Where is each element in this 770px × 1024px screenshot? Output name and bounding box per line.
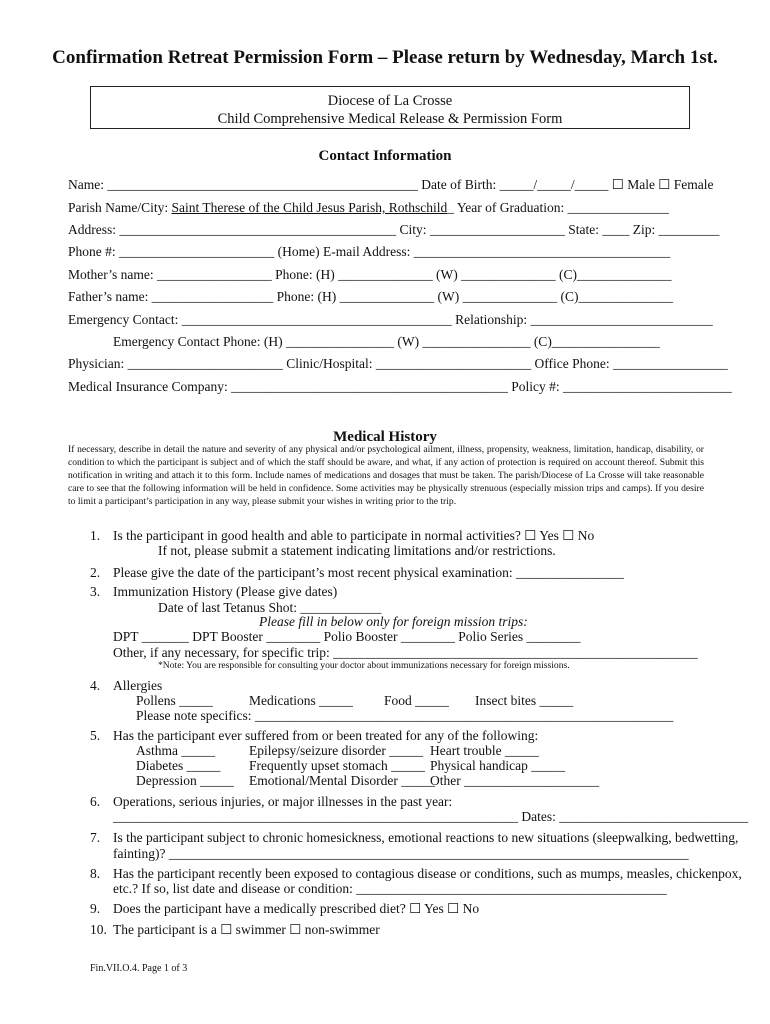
condition-epilepsy[interactable]: Epilepsy/seizure disorder _____: [249, 743, 423, 758]
allergy-insect-bites[interactable]: Insect bites _____: [475, 693, 574, 708]
address-row[interactable]: Address: _________________________________________ City: ____________________ State: ____ Zip: _________: [68, 222, 720, 237]
dpt-row[interactable]: DPT _______ DPT Booster ________ Polio Booster ________ Polio Series ________: [113, 629, 581, 644]
q2-text[interactable]: Please give the date of the participant’s most recent physical examination: ________________: [113, 565, 624, 580]
q9-text[interactable]: Does the participant have a medically prescribed diet? ☐ Yes ☐ No: [113, 901, 480, 916]
allergy-specifics[interactable]: Please note specifics: ______________________________________________________________: [136, 708, 674, 723]
q4-number: 4.: [90, 678, 101, 693]
condition-depression[interactable]: Depression _____: [136, 773, 234, 788]
condition-other[interactable]: Other ____________________: [430, 773, 600, 788]
condition-diabetes[interactable]: Diabetes _____: [136, 758, 221, 773]
q5-number: 5.: [90, 728, 101, 743]
condition-heart[interactable]: Heart trouble _____: [430, 743, 539, 758]
allergy-medications[interactable]: Medications _____: [249, 693, 353, 708]
phone-row[interactable]: Phone #: _______________________ (Home) E-mail Address: ______________________________________: [68, 244, 671, 259]
graduation-field: _ Year of Graduation: _______________: [447, 200, 669, 215]
immunization-note: *Note: You are responsible for consulting your doctor about immunizations necessary for foreign missions.: [158, 660, 570, 671]
q6-field[interactable]: ____________________________________________________________ Dates: ____________________________: [113, 809, 749, 824]
q4-text: Allergies: [113, 678, 163, 693]
diocese-name: Diocese of La Crosse: [327, 93, 453, 109]
q1-number: 1.: [90, 528, 101, 543]
physician-row[interactable]: Physician: _______________________ Clinic/Hospital: _______________________ Office Phone: _________________: [68, 356, 728, 371]
q6-text: Operations, serious injuries, or major illnesses in the past year:: [113, 794, 453, 809]
mother-row[interactable]: Mother’s name: _________________ Phone: (H) ______________ (W) ______________ (C)______________: [68, 267, 672, 282]
form-name: Child Comprehensive Medical Release & Permission Form: [217, 111, 563, 127]
q2-number: 2.: [90, 565, 101, 580]
q3-number: 3.: [90, 584, 101, 599]
other-immunization-row[interactable]: Other, if any necessary, for specific trip: ______________________________________________________: [113, 645, 698, 660]
q1-text[interactable]: Is the participant in good health and able to participate in normal activities? ☐ Yes ☐ No: [113, 528, 595, 543]
father-row[interactable]: Father’s name: __________________ Phone: (H) ______________ (W) ______________ (C)______________: [68, 289, 673, 304]
q10-number: 10.: [90, 922, 107, 937]
q8-number: 8.: [90, 866, 101, 881]
q10-text[interactable]: The participant is a ☐ swimmer ☐ non-swimmer: [113, 922, 380, 937]
contact-heading: Contact Information: [318, 148, 452, 164]
q7-text: Is the participant subject to chronic homesickness, emotional reactions to new situations (sleepwalking, bedwetting,: [113, 830, 739, 845]
medical-intro: If necessary, describe in detail the nature and severity of any physical and/or psychological ailment, illness, propensity, weakness, limitation, handicap, disability, or condition to which the participant is subject and of which the staff should be aware, and what, if any action of protection is required on account thereof. Submit this notification in writing and attach it to this form. Include names of medications and dosages that must be taken. The parish/Diocese of La Crosse will take reasonable care to see that the following information will be held in confidence. Some activities may be physically strenuous (especially mission trips and camps). If you desire to limit a participant’s participation in any way, please submit your wishes in writing prior to the trip.: [68, 444, 704, 507]
q1-note: If not, please submit a statement indicating limitations and/or restrictions.: [158, 543, 556, 558]
page-footer: Fin.VII.O.4. Page 1 of 3: [90, 963, 188, 974]
q8-text: Has the participant recently been exposed to contagious disease or conditions, such as mumps, measles, chickenpox,: [113, 866, 742, 881]
condition-handicap[interactable]: Physical handicap _____: [430, 758, 565, 773]
q8-field[interactable]: etc.? If so, list date and disease or condition: ______________________________________________: [113, 881, 667, 896]
q5-text: Has the participant ever suffered from or been treated for any of the following:: [113, 728, 539, 743]
q3-text: Immunization History (Please give dates): [113, 584, 338, 599]
condition-emotional[interactable]: Emotional/Mental Disorder _____: [249, 773, 435, 788]
insurance-row[interactable]: Medical Insurance Company: _________________________________________ Policy #: _________________________: [68, 379, 732, 394]
q7-field[interactable]: fainting)? _____________________________________________________________________________: [113, 846, 689, 861]
page-title: Confirmation Retreat Permission Form – Please return by Wednesday, March 1st.: [52, 47, 718, 68]
parish-value: Saint Therese of the Child Jesus Parish, Rothschild: [171, 200, 448, 215]
allergy-pollens[interactable]: Pollens _____: [136, 693, 213, 708]
q9-number: 9.: [90, 901, 101, 916]
condition-stomach[interactable]: Frequently upset stomach _____: [249, 758, 425, 773]
tetanus-field[interactable]: Date of last Tetanus Shot: ____________: [158, 600, 382, 615]
parish-row[interactable]: [68, 200, 669, 216]
parish-label: Parish Name/City:: [68, 200, 172, 215]
header-box: [90, 86, 690, 129]
mission-note: Please fill in below only for foreign mission trips:: [259, 614, 528, 629]
medical-heading: Medical History: [333, 429, 437, 445]
emergency-contact-row[interactable]: Emergency Contact: ________________________________________ Relationship: ___________________________: [68, 312, 713, 327]
name-row[interactable]: Name: ______________________________________________ Date of Birth: _____/_____/_____ ☐ Male ☐ Female: [68, 177, 714, 192]
q7-number: 7.: [90, 830, 101, 845]
emergency-phone-row[interactable]: Emergency Contact Phone: (H) ________________ (W) ________________ (C)________________: [113, 334, 660, 349]
condition-asthma[interactable]: Asthma _____: [136, 743, 216, 758]
allergy-food[interactable]: Food _____: [384, 693, 449, 708]
q6-number: 6.: [90, 794, 101, 809]
